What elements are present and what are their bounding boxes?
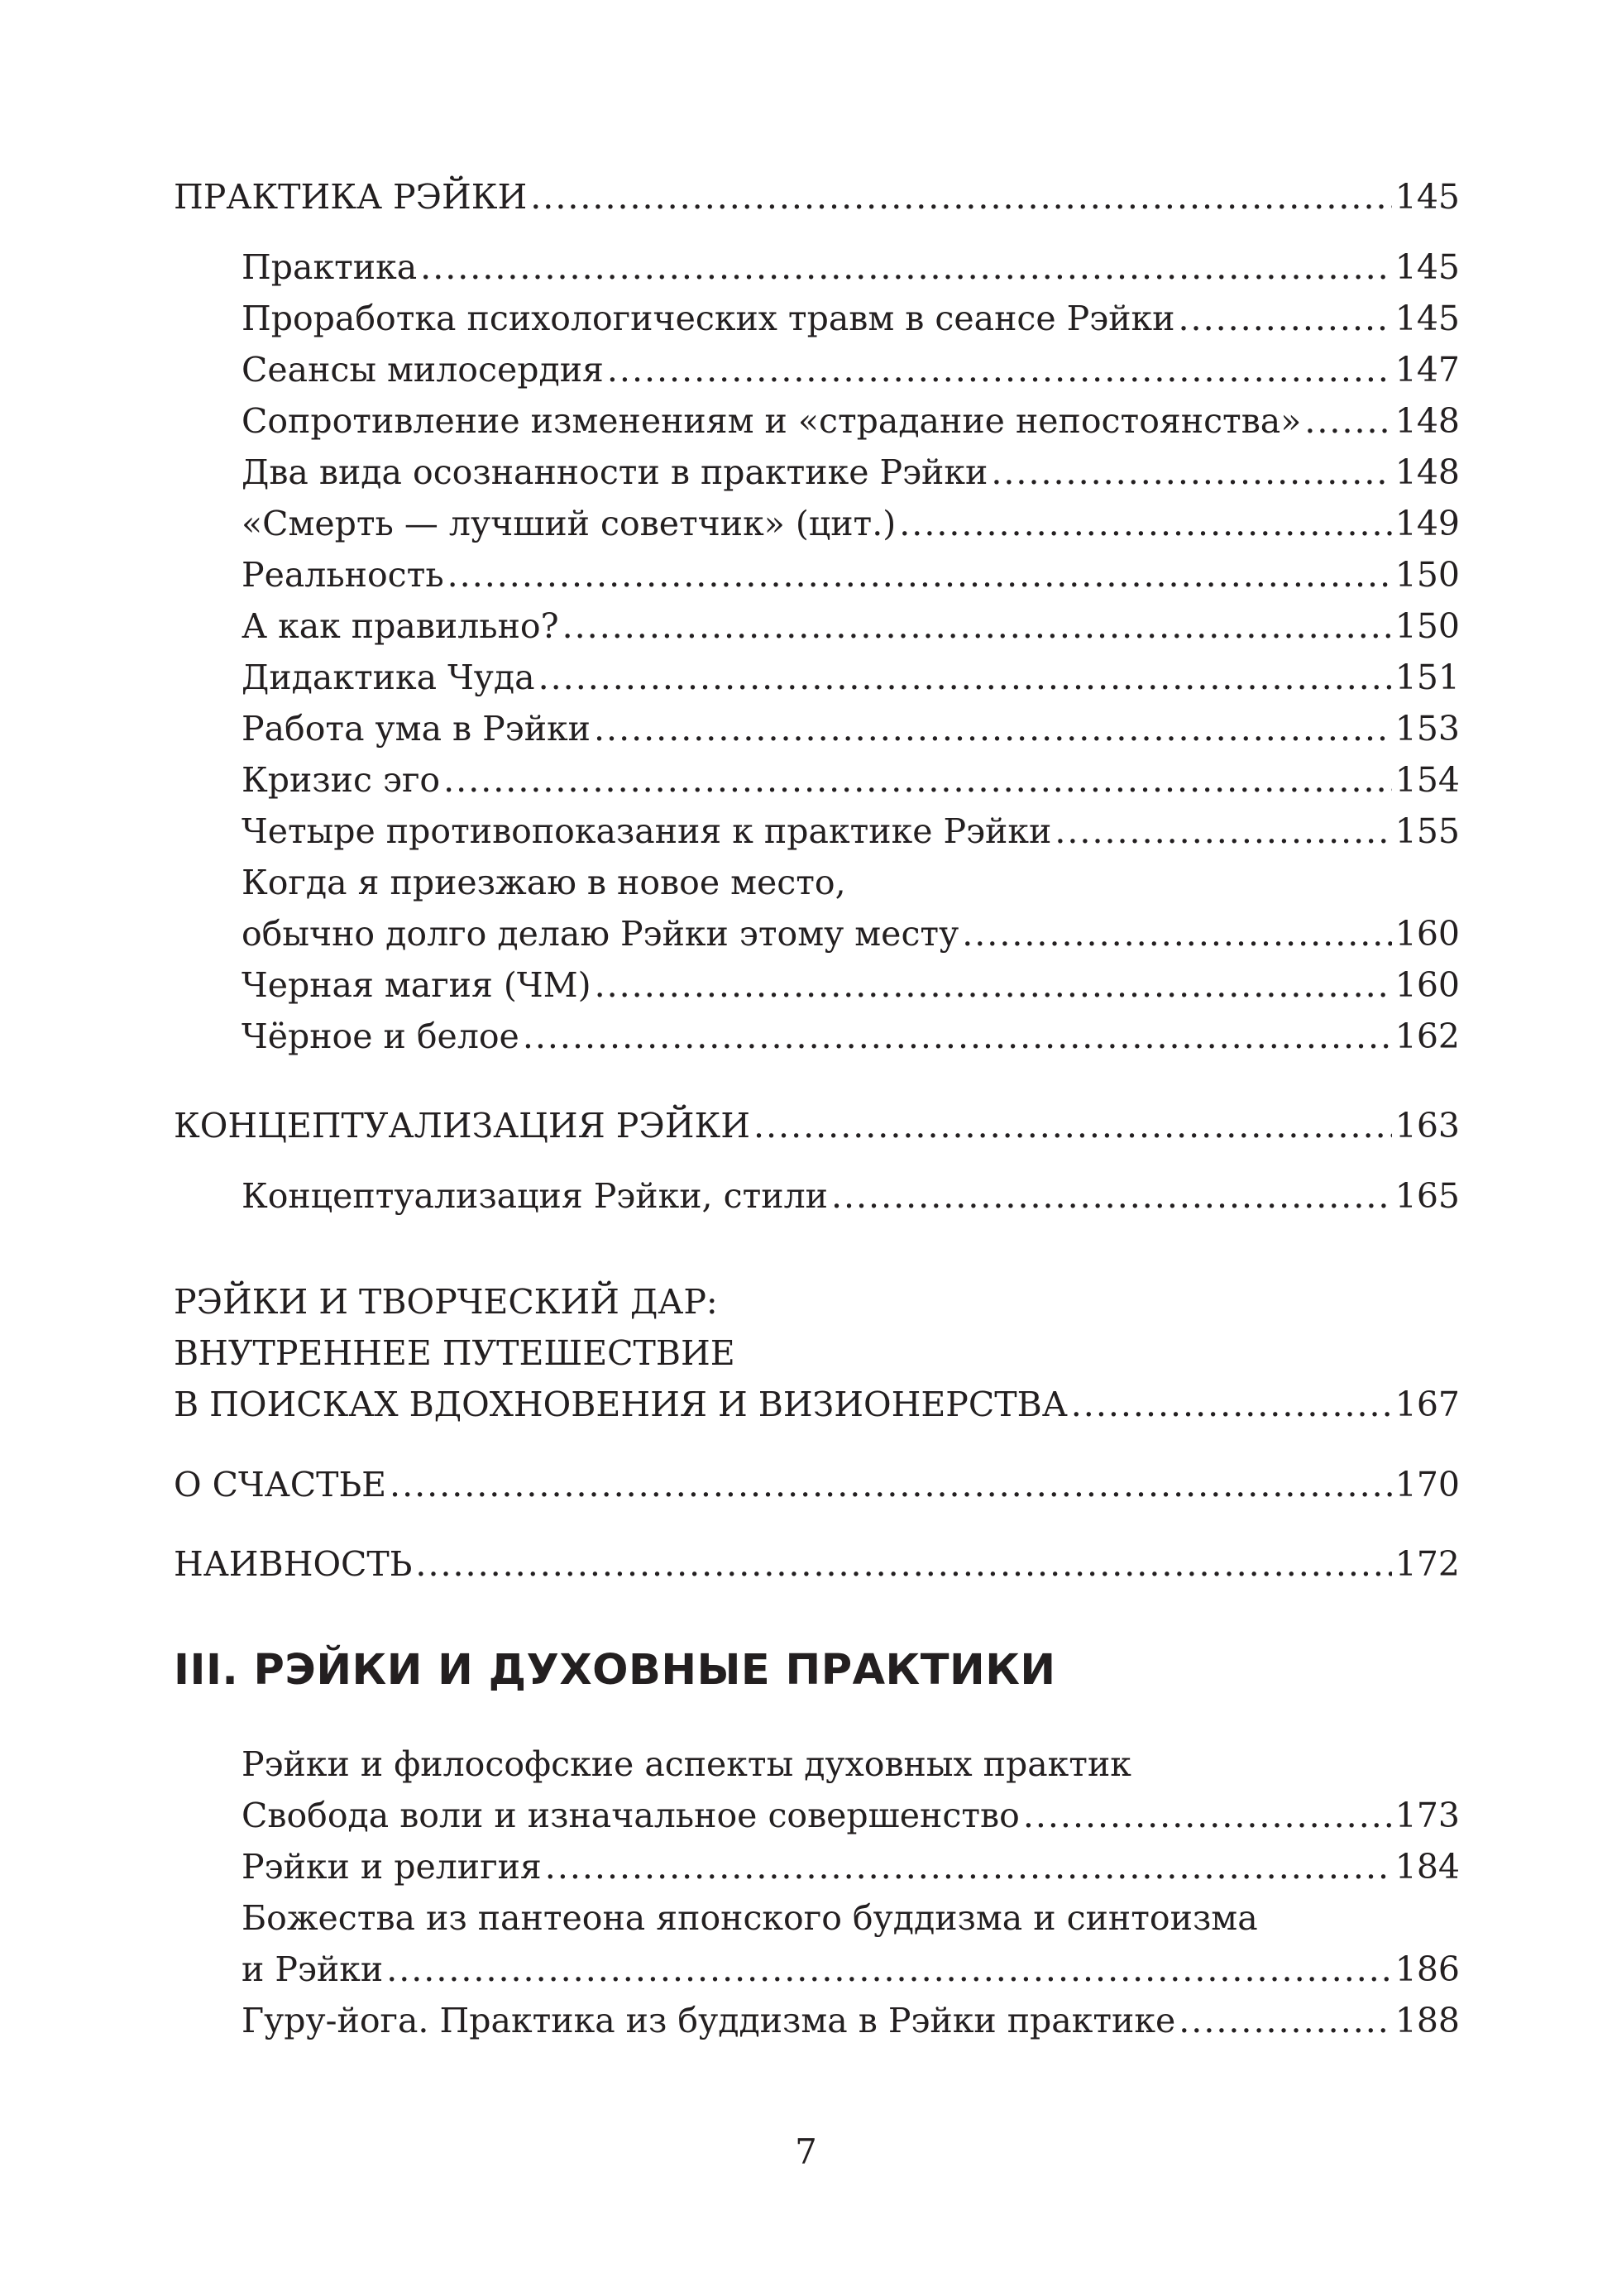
toc-subentry [242, 703, 1460, 754]
toc-subentry-title: обычно долго делаю Рэйки этому месту [242, 914, 959, 954]
toc-page-number: 151 [1394, 658, 1460, 697]
dot-leader [420, 242, 1392, 293]
toc-subentry [242, 1739, 1460, 1841]
dot-leader [538, 652, 1392, 703]
toc-entry-title: В ПОИСКАХ ВДОХНОВЕНИЯ И ВИЗИОНЕРСТВА [174, 1385, 1068, 1424]
dot-leader [530, 171, 1391, 222]
toc-page-number: 145 [1394, 177, 1460, 217]
toc-subentry [242, 1892, 1460, 1995]
toc-page-number: 167 [1394, 1385, 1460, 1424]
toc-subentry-title: и Рэйки [242, 1949, 384, 1989]
toc-page-number: 162 [1394, 1016, 1460, 1056]
toc-subentry-title: Реальность [242, 555, 444, 595]
toc-page-number: 155 [1394, 811, 1460, 851]
dot-leader [443, 754, 1392, 806]
toc-subentry [242, 1841, 1460, 1892]
toc-page-number: 150 [1394, 606, 1460, 646]
toc-entry-title: О СЧАСТЬЕ [174, 1465, 387, 1504]
toc-subentry-title: Свобода воли и изначальное совершенство [242, 1796, 1020, 1835]
toc-page-number: 148 [1394, 401, 1460, 441]
dot-leader [447, 549, 1392, 600]
dot-leader [545, 1841, 1392, 1892]
toc-subentry [242, 1170, 1460, 1222]
toc-page-number: 160 [1394, 965, 1460, 1005]
dot-leader [1179, 1995, 1391, 2046]
dot-leader [415, 1538, 1391, 1590]
toc-page-number: 148 [1394, 452, 1460, 492]
toc-page-number: 170 [1394, 1465, 1460, 1504]
toc-entry-title: КОНЦЕПТУАЛИЗАЦИЯ РЭЙКИ [174, 1106, 750, 1146]
section-heading: III. РЭЙКИ И ДУХОВНЫЕ ПРАКТИКИ [174, 1646, 1056, 1695]
toc-page-number: 186 [1394, 1949, 1460, 1989]
dot-leader [523, 1011, 1392, 1062]
toc-entry-title: ПРАКТИКА РЭЙКИ [174, 177, 528, 217]
dot-leader [1304, 395, 1391, 447]
toc-entry-title: НАИВНОСТЬ [174, 1544, 413, 1584]
toc-subentry-title: «Смерть — лучший советчик» (цит.) [242, 504, 897, 543]
dot-leader [386, 1944, 1392, 1995]
toc-subentry [242, 754, 1460, 806]
toc-page-number: 163 [1394, 1106, 1460, 1146]
toc-subentry [242, 600, 1460, 652]
dot-leader [831, 1170, 1392, 1222]
toc-subentry-title: Кризис эго [242, 760, 441, 800]
toc-subentry-title: Гуру-йога. Практика из буддизма в Рэйки практике [242, 2001, 1176, 2040]
toc-subentry [242, 242, 1460, 293]
toc-subentry-title: А как правильно? [242, 606, 559, 646]
toc-subentry [242, 1011, 1460, 1062]
toc-subentry-title-line1: Божества из пантеона японского буддизма и синтоизма [242, 1898, 1258, 1938]
toc-subentry-title-line1: Когда я приезжаю в новое место, [242, 863, 846, 902]
toc-subentry-title: Чёрное и белое [242, 1016, 519, 1056]
toc-page-number: 165 [1394, 1176, 1460, 1216]
toc-subentry-title: Проработка психологических травм в сеансе Рэйки [242, 299, 1175, 338]
toc-subentry [242, 959, 1460, 1011]
toc-page-number: 145 [1394, 299, 1460, 338]
toc-subentry [242, 293, 1460, 344]
toc-page-number: 184 [1394, 1847, 1460, 1887]
toc-entry-naivnost [174, 1538, 1460, 1590]
toc-subentry [242, 447, 1460, 498]
toc-subentry [242, 652, 1460, 703]
toc-subentry [242, 498, 1460, 549]
toc-page-number: 145 [1394, 247, 1460, 287]
toc-subentry-title: Рэйки и религия [242, 1847, 542, 1887]
toc-page-number: 173 [1394, 1796, 1460, 1835]
toc-subentry [242, 1995, 1460, 2046]
toc-entry-o-schastie [174, 1459, 1460, 1510]
dot-leader [562, 600, 1392, 652]
toc-entry-praktika-reiki [174, 171, 1460, 222]
toc-entry-title-line1: РЭЙКИ И ТВОРЧЕСКИЙ ДАР: [174, 1282, 718, 1322]
dot-leader [991, 447, 1391, 498]
toc-subentry-title: Практика [242, 247, 418, 287]
toc-subentry-title: Сопротивление изменениям и «страдание непостоянства» [242, 401, 1302, 441]
toc-page-number: 188 [1394, 2001, 1460, 2040]
dot-leader [1179, 293, 1392, 344]
dot-leader [595, 959, 1392, 1011]
toc-subentry-title: Концептуализация Рэйки, стили [242, 1176, 828, 1216]
toc-subentry [242, 344, 1460, 395]
toc-subentry-title: Два вида осознанности в практике Рэйки [242, 452, 988, 492]
toc-page-number: 172 [1394, 1544, 1460, 1584]
toc-page-number: 150 [1394, 555, 1460, 595]
dot-leader [390, 1459, 1392, 1510]
dot-leader [753, 1100, 1392, 1151]
toc-subentry-title: Четыре противопоказания к практике Рэйки [242, 811, 1052, 851]
dot-leader [1023, 1790, 1392, 1841]
toc-entry-tvorcheskiy-dar [174, 1276, 1460, 1430]
toc-subentry-title: Черная магия (ЧМ) [242, 965, 591, 1005]
page-number: 7 [795, 2131, 817, 2172]
dot-leader [899, 498, 1391, 549]
dot-leader [607, 344, 1392, 395]
toc-page-number: 149 [1394, 504, 1460, 543]
toc-page-number: 147 [1394, 350, 1460, 390]
toc-page-number: 160 [1394, 914, 1460, 954]
dot-leader [1055, 806, 1391, 857]
toc-entry-konceptualizaciya [174, 1100, 1460, 1151]
toc-subentry-title: Сеансы милосердия [242, 350, 604, 390]
toc-page-number: 153 [1394, 709, 1460, 749]
dot-leader [594, 703, 1392, 754]
toc-subentry [242, 549, 1460, 600]
toc-subentry-title: Работа ума в Рэйки [242, 709, 591, 749]
dot-leader [1071, 1379, 1392, 1430]
toc-subentry [242, 806, 1460, 857]
dot-leader [962, 908, 1392, 959]
toc-subentry [242, 395, 1460, 447]
toc-subentry [242, 857, 1460, 959]
toc-subentry-title: Дидактика Чуда [242, 658, 535, 697]
toc-page-number: 154 [1394, 760, 1460, 800]
toc-subentry-title-line1: Рэйки и философские аспекты духовных практик [242, 1744, 1131, 1784]
toc-entry-title-line2: ВНУТРЕННЕЕ ПУТЕШЕСТВИЕ [174, 1333, 735, 1373]
